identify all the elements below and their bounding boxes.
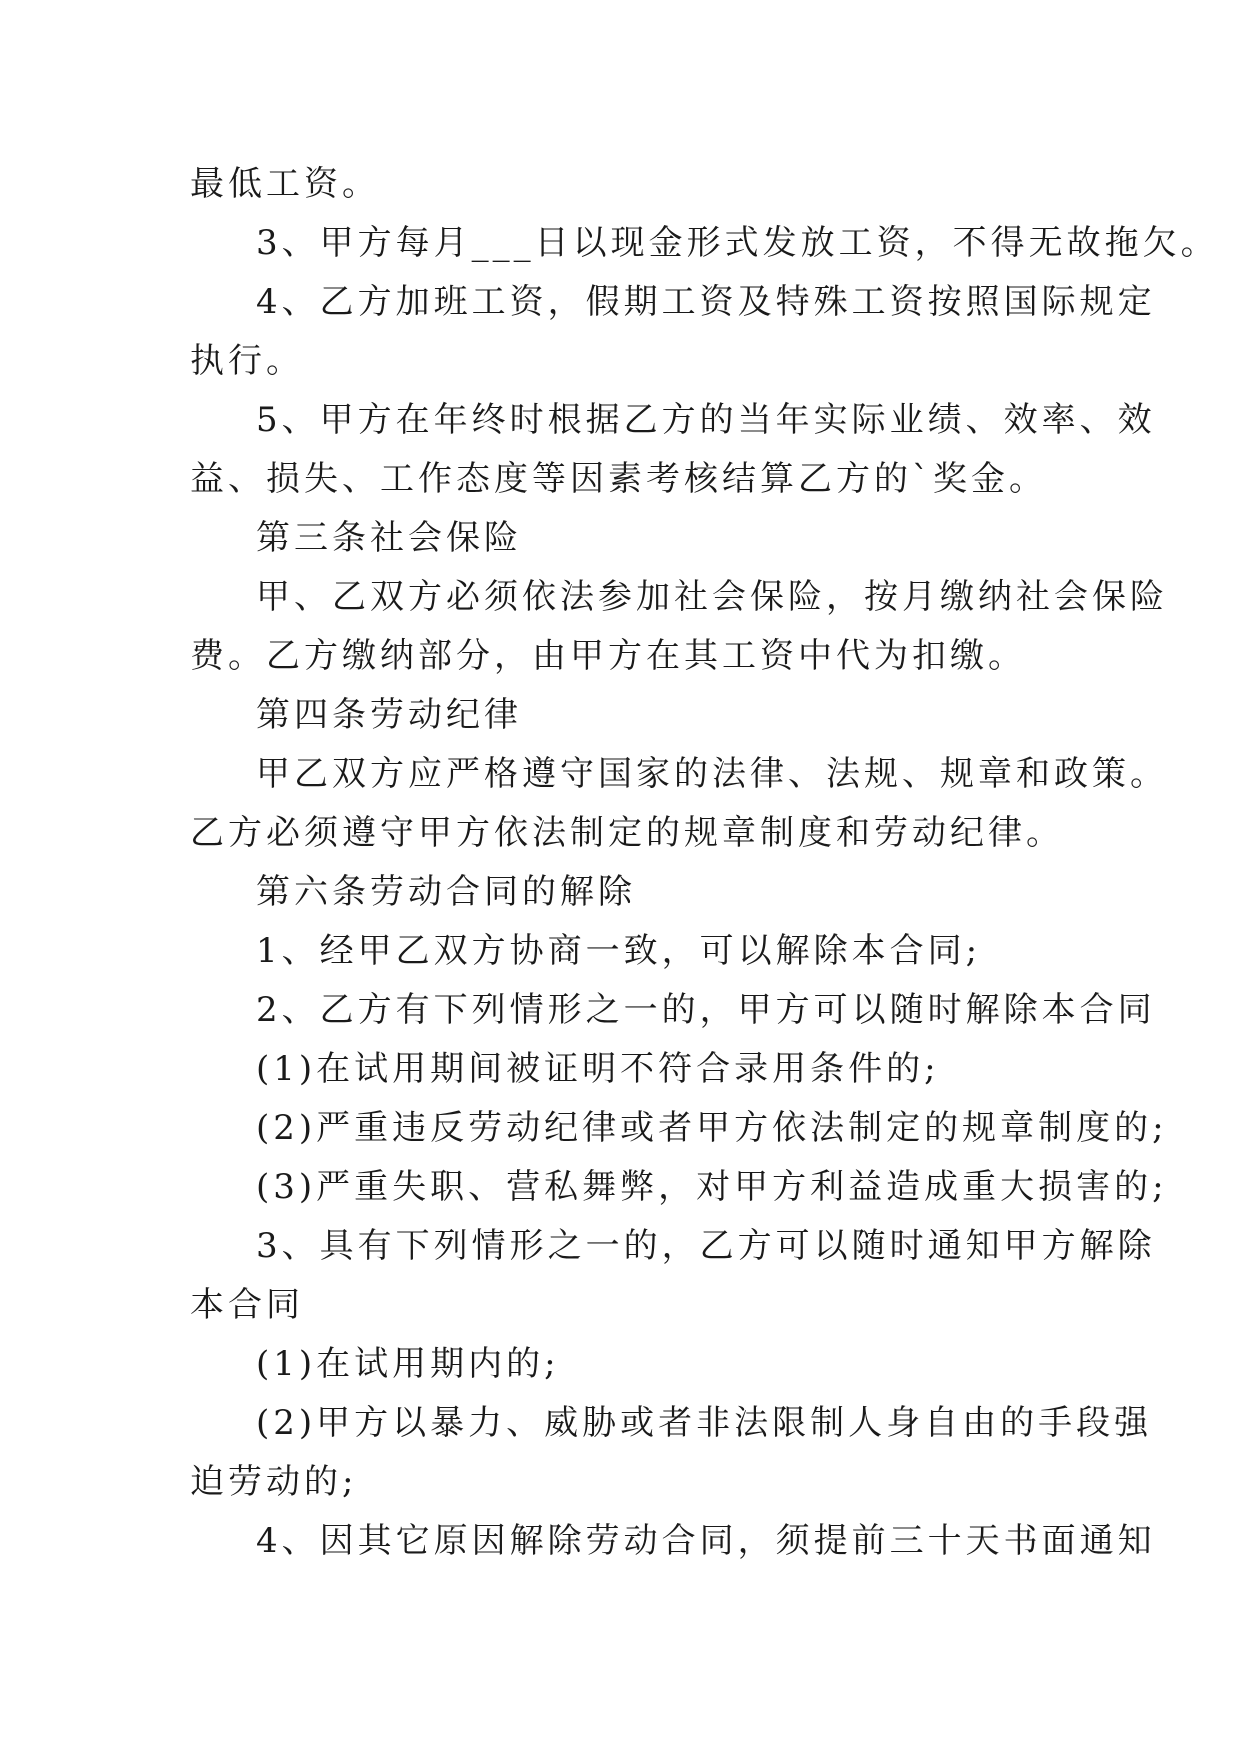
text-line: (2)甲方以暴力、威胁或者非法限制人身自由的手段强 <box>256 1403 1153 1443</box>
text-line: 费。乙方缴纳部分，由甲方在其工资中代为扣缴。 <box>190 636 1026 676</box>
section-heading: 第三条社会保险 <box>256 518 522 558</box>
text-line: (1)在试用期内的; <box>256 1344 560 1384</box>
text-line: 3、具有下列情形之一的，乙方可以随时通知甲方解除 <box>256 1226 1156 1266</box>
text-line: 甲乙双方应严格遵守国家的法律、法规、规章和政策。 <box>256 754 1168 794</box>
text-line: (1)在试用期间被证明不符合录用条件的; <box>256 1049 940 1089</box>
section-heading: 第四条劳动纪律 <box>256 695 522 735</box>
text-line: 3、甲方每月___日以现金形式发放工资，不得无故拖欠。 <box>256 223 1219 263</box>
text-line: (2)严重违反劳动纪律或者甲方依法制定的规章制度的; <box>256 1108 1168 1148</box>
text-line: 4、乙方加班工资，假期工资及特殊工资按照国际规定 <box>256 282 1156 322</box>
text-line: 2、乙方有下列情形之一的，甲方可以随时解除本合同 <box>256 990 1156 1030</box>
text-line: 益、损失、工作态度等因素考核结算乙方的`奖金。 <box>190 459 1047 499</box>
text-line: 执行。 <box>190 341 304 381</box>
text-line: 最低工资。 <box>190 164 380 204</box>
text-line: 4、因其它原因解除劳动合同，须提前三十天书面通知 <box>256 1521 1156 1561</box>
text-line: 甲、乙双方必须依法参加社会保险，按月缴纳社会保险 <box>256 577 1168 617</box>
text-line: 1、经甲乙双方协商一致，可以解除本合同; <box>256 931 982 971</box>
text-line: 本合同 <box>190 1285 304 1325</box>
text-line: 5、甲方在年终时根据乙方的当年实际业绩、效率、效 <box>256 400 1156 440</box>
text-line: (3)严重失职、营私舞弊，对甲方利益造成重大损害的; <box>256 1167 1168 1207</box>
text-line: 迫劳动的; <box>190 1462 358 1502</box>
text-line: 乙方必须遵守甲方依法制定的规章制度和劳动纪律。 <box>190 813 1064 853</box>
section-heading: 第六条劳动合同的解除 <box>256 872 636 912</box>
